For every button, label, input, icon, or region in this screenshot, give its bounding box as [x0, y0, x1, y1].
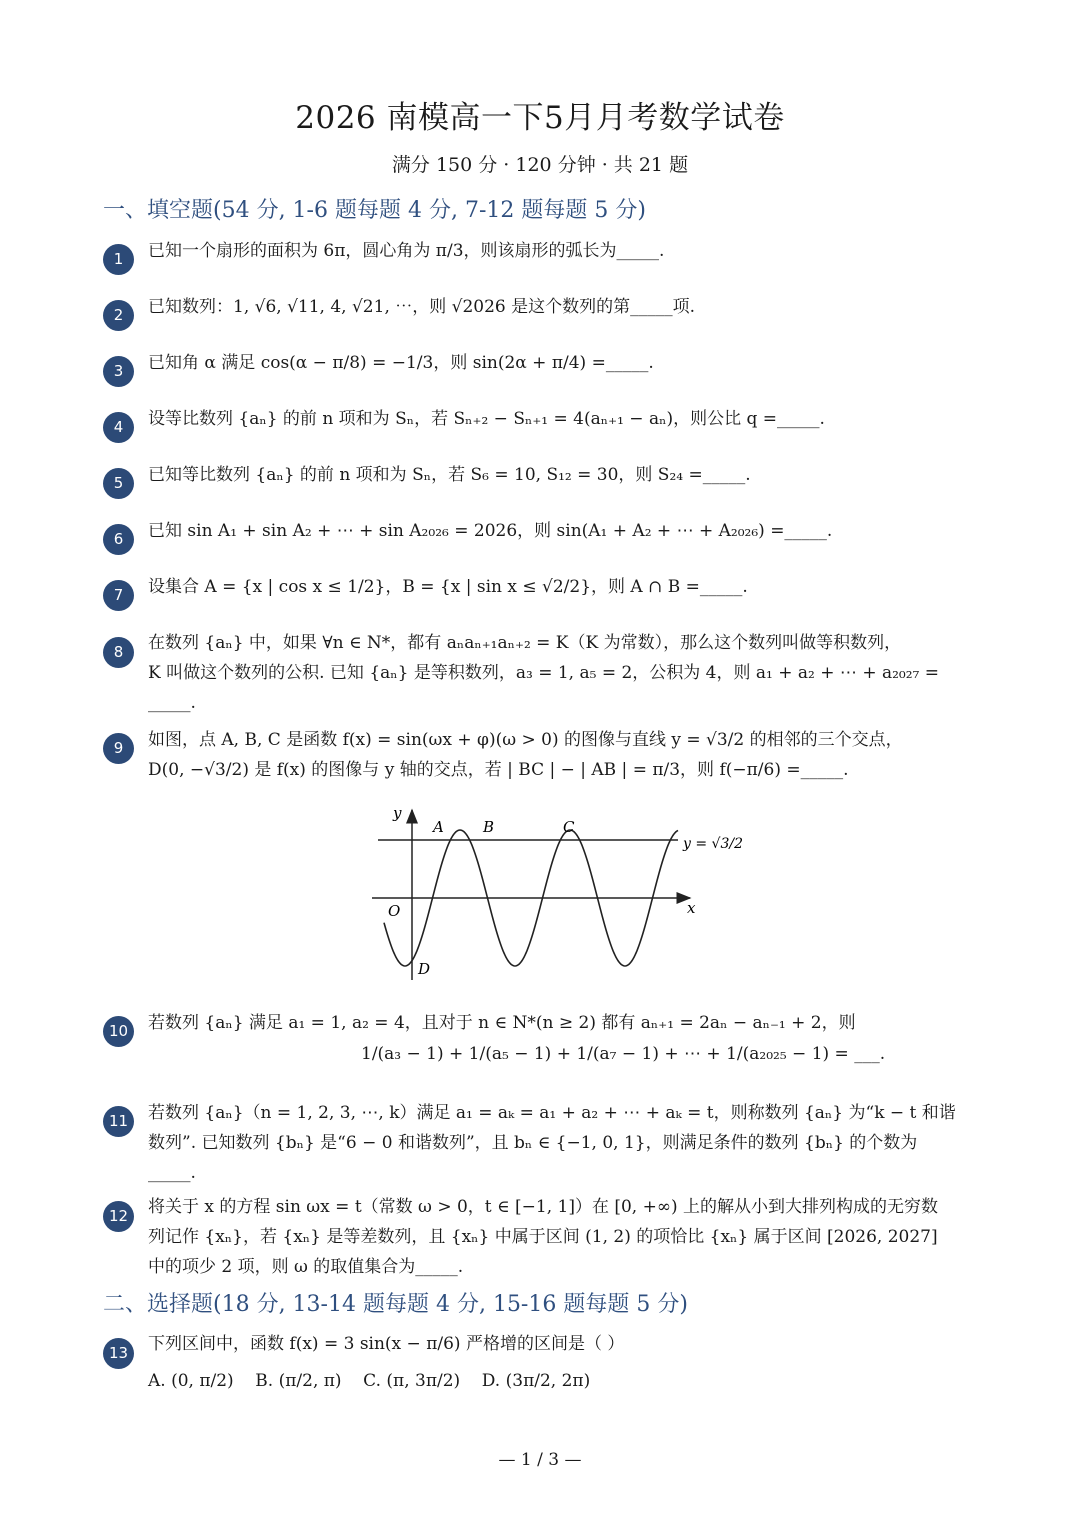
question-text: 设等比数列 {aₙ} 的前 n 项和为 Sₙ，若 Sₙ₊₂ − Sₙ₊₁ = 4(aₙ₊₁ − aₙ)，则公比 q =_____. [148, 409, 825, 429]
question-number-badge: 10 [103, 1016, 134, 1047]
question-number-badge: 13 [103, 1338, 134, 1369]
question-number-badge: 6 [103, 524, 134, 555]
sine-graph-figure [360, 800, 760, 990]
question-number-badge: 8 [103, 637, 134, 668]
question-number-badge: 3 [103, 356, 134, 387]
question-number-badge: 1 [103, 244, 134, 275]
question-text: 已知角 α 满足 cos(α − π/8) = −1/3，则 sin(2α + π/4) =_____. [148, 353, 654, 373]
label-y-axis: y [393, 804, 402, 822]
section-heading-multiple-choice: 二、选择题(18 分, 13-14 题每题 4 分, 15-16 题每题 5 分) [103, 1292, 688, 1317]
label-point-b: B [483, 818, 495, 836]
label-point-c: C [563, 818, 575, 836]
question-text: 若数列 {aₙ} 满足 a₁ = 1, a₂ = 4，且对于 n ∈ N*(n ≥ 2) 都有 aₙ₊₁ = 2aₙ − aₙ₋₁ + 2，则 [148, 1013, 856, 1033]
label-origin: O [388, 902, 401, 920]
question-number-badge: 9 [103, 733, 134, 764]
label-x-axis: x [687, 899, 696, 917]
section-heading-fill-in: 一、填空题(54 分, 1-6 题每题 4 分, 7-12 题每题 5 分) [103, 198, 646, 223]
exam-subtitle: 满分 150 分 · 120 分钟 · 共 21 题 [391, 154, 689, 176]
label-point-d: D [418, 960, 431, 978]
question-text: 如图，点 A, B, C 是函数 f(x) = sin(ωx + φ)(ω > 0) 的图像与直线 y = √3/2 的相邻的三个交点， D(0, −√3/2) 是 f(x) 的图像与 y 轴的交点，若 | BC | − | AB | = π/3，则 f(−π/6) =_____. [148, 730, 903, 780]
page-footer: — 1 / 3 — [498, 1450, 582, 1470]
question-text: 设集合 A = {x | cos x ≤ 1/2}，B = {x | sin x ≤ √2/2}，则 A ∩ B =_____. [148, 577, 748, 597]
question-number-badge: 11 [103, 1106, 134, 1137]
label-line-equation: y = √3/2 [683, 836, 743, 852]
question-text: 已知 sin A₁ + sin A₂ + ⋯ + sin A₂₀₂₆ = 2026，则 sin(A₁ + A₂ + ⋯ + A₂₀₂₆) =_____. [148, 521, 833, 541]
question-text: 已知一个扇形的面积为 6π，圆心角为 π/3，则该扇形的弧长为_____. [148, 241, 665, 261]
question-text: 在数列 {aₙ} 中，如果 ∀n ∈ N*，都有 aₙaₙ₊₁aₙ₊₂ = K（K 为常数），那么这个数列叫做等积数列， K 叫做这个数列的公积. 已知 {aₙ} 是等积数列，a₃ = 1, a₅ = 2，公积为 4，则 a₁ + a₂ + ⋯ + a₂₀₂₇ = _____. [148, 633, 940, 713]
question-text: 将关于 x 的方程 sin ωx = t（常数 ω > 0，t ∈ [−1, 1]）在 [0, +∞) 上的解从小到大排列构成的无穷数 列记作 {xₙ}，若 {xₙ} 是等差数列，且 {xₙ} 中属于区间 (1, 2) 的项恰比 {xₙ} 属于区间 [2026, 2027] 中的项少 2 项，则 ω 的取值集合为_____. [148, 1197, 939, 1277]
question-formula: 1/(a₃ − 1) + 1/(a₅ − 1) + 1/(a₇ − 1) + ⋯ + 1/(a₂₀₂₅ − 1) = ___. [361, 1044, 886, 1064]
answer-options: A. (0, π/2) B. (π/2, π) C. (π, 3π/2) D. (3π/2, 2π) [148, 1371, 591, 1391]
question-text: 若数列 {aₙ}（n = 1, 2, 3, ⋯, k）满足 a₁ = aₖ = a₁ + a₂ + ⋯ + aₖ = t，则称数列 {aₙ} 为“k − t 和谐 数列”. 已知数列 {bₙ} 是“6 − 0 和谐数列”，且 bₙ ∈ {−1, 0, 1}，则满足条件的数列 {bₙ} 的个数为 _____. [148, 1103, 956, 1183]
question-text: 下列区间中，函数 f(x) = 3 sin(x − π/6) 严格增的区间是（ ） [148, 1334, 625, 1354]
question-text: 已知数列：1, √6, √11, 4, √21, ⋯，则 √2026 是这个数列的第_____项. [148, 297, 696, 317]
question-text: 已知等比数列 {aₙ} 的前 n 项和为 Sₙ，若 S₆ = 10, S₁₂ = 30，则 S₂₄ =_____. [148, 465, 751, 485]
question-number-badge: 2 [103, 300, 134, 331]
question-number-badge: 12 [103, 1201, 134, 1232]
exam-title: 2026 南模高一下5月月考数学试卷 [295, 100, 785, 136]
question-number-badge: 4 [103, 412, 134, 443]
question-number-badge: 7 [103, 580, 134, 611]
label-point-a: A [433, 818, 444, 836]
question-number-badge: 5 [103, 468, 134, 499]
